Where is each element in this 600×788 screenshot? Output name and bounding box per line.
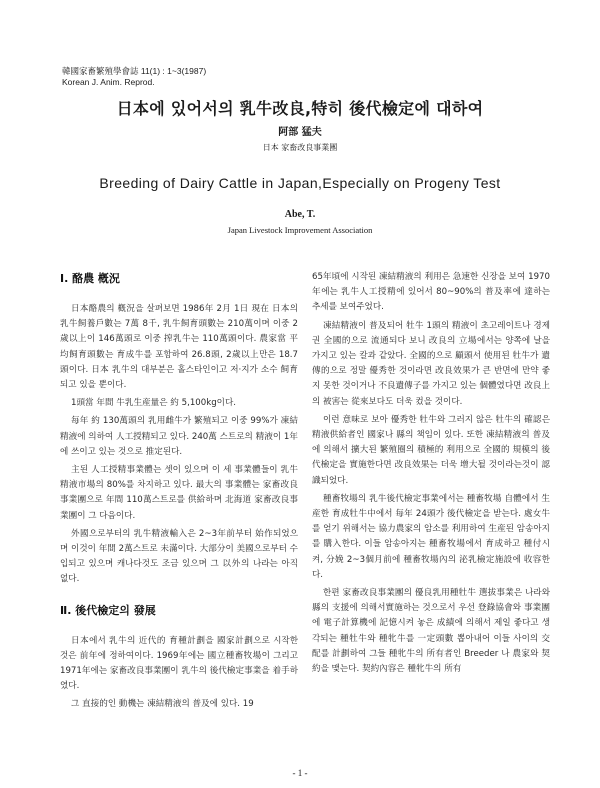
paragraph: 種畜牧場의 乳牛後代檢定事業에서는 種畜牧場 自體에서 生産한 育成牡牛中에서 每年 24頭가 後代檢定을 받는다. 處女牛를 얻기 위해서는 協力農家의 암소를 利用하여 生産된 암송아지를 購入한다. 이들 암송아지는 種畜牧場에서 育成하고 種付시켜, 分娩 2~3個月前에 種畜牧場內의 泌乳檢定施設에 收容한다. xyxy=(312,493,550,580)
paragraph: 日本에서 乳牛의 近代的 育種計劃을 國家計劃으로 시작한 것은 前年에 정하여이다. 1969年에는 國立種畜牧場이 그리고 1971年에는 家畜改良事業團이 乳牛의 後代檢定事業을 着手하였다. xyxy=(60,635,298,692)
paragraph: 그 直接的인 動機는 凍結精液의 普及에 있다. 19 xyxy=(71,699,254,710)
paragraph: 한편 家畜改良事業團의 優良乳用種牡牛 選拔事業은 나라와 縣의 支援에 의해서實施하는 것으로서 우선 登錄協會와 事業團에 電子計算機에 記憶시켜 놓은 成績에 의해서 제일 좋다고 생각되는 種牡牛와 種牝牛를 一定頭數 뽑아내어 이들 사이의 交配를 計劃하여 그들 種牝牛의 所有者인 Breeder 나 農家와 契約을 맺는다. 契約內容은 種牝牛의 所有 xyxy=(312,588,550,675)
paragraph: 1頭當 年間 牛乳生産量은 約 5,100kg이다. xyxy=(71,398,237,409)
left-column xyxy=(60,268,298,716)
journal-line-2: Korean J. Anim. Reprod. xyxy=(62,77,155,87)
right-column xyxy=(312,270,550,680)
page-number: - 1 - xyxy=(292,768,308,778)
journal-citation xyxy=(62,66,206,88)
affiliation-korean: 日本 家畜改良事業團 xyxy=(262,143,338,152)
author-english: Abe, T. xyxy=(284,209,316,220)
paragraph: 이런 意味로 보아 優秀한 牡牛와 그러지 않은 牡牛의 確認은 精液供給者인 國家나 縣의 책임이 있다. 또한 凍結精液의 普及에 의해서 擴大된 繁殖圈의 積極的 利用으로 全國的 規模의 後代檢定을 實施한다면 改良效果는 더욱 增大될 것이라는것이 認識되었다. xyxy=(312,414,550,486)
paragraph: 日本酪農의 槪況을 살펴보면 1986年 2月 1日 現在 日本의 乳牛飼養戶數는 7萬 8千, 乳牛飼育頭數는 210萬이며 이중 2歲以上이 146萬頭로 이중 搾乳牛는 110萬頭이다. 農家當 平均飼育頭數는 育成牛를 포함하여 26.8頭, 2歲以上만은 18.7頭이다. 日本 乳牛의 대부분은 홀스타인이고 저·지가 소수 飼育되고 있을 뿐이다. xyxy=(60,304,298,391)
author-korean: 阿部 猛夫 xyxy=(278,127,322,138)
journal-line-1: 韓國家畜繁殖學會誌 11(1) : 1~3(1987) xyxy=(62,66,207,76)
title-korean: 日本에 있어서의 乳牛改良,特히 後代檢定에 대하여 xyxy=(116,99,484,118)
title-english: Breeding of Dairy Cattle in Japan,Especially on Progeny Test xyxy=(99,175,501,191)
paragraph: 外國으로부터의 乳牛精液輸入은 2~3年前부터 始作되었으며 이것이 年間 2萬스트로 未滿이다. 大部分이 美國으로부터 수입되고 있으며 캐나다것도 조금 있으며 그 以外의 나라는 아직 없다. xyxy=(60,528,298,585)
section-heading-2: Ⅱ. 後代檢定의 發展 xyxy=(60,603,156,617)
paragraph: 65年頃에 시작된 凍結精液의 利用은 急速한 신장을 보여 1970年에는 乳牛人工授精에 있어서 80~90%의 普及率에 達하는 추세를 보여주었다. xyxy=(312,272,550,313)
affiliation-english: Japan Livestock Improvement Association xyxy=(227,225,373,235)
paragraph: 每年 約 130萬頭의 乳用雌牛가 繁殖되고 이중 99%가 凍結精液에 의하여 人工授精되고 있다. 240萬 스트로의 精液이 1年에 쓰이고 있는 것으로 推定된다. xyxy=(60,416,298,457)
paragraph: 凍結精液이 普及되어 牡牛 1頭의 精液이 초고레이트나 경제권 全國的으로 流通되다 보니 改良의 立場에서는 양쪽에 날을 가지고 있는 칼과 같았다. 全國的으로 顧頭서 使用된 牡牛가 遺傳的으로 정말 優秀한 것이라면 改良效果가 큰 반면에 만약 좋지 못한 것이거나 不良遺傳子를 가지고 있는 個體였다면 改良上의 被害는 從來보다도 더욱 컸을 것이다. xyxy=(312,320,550,407)
section-heading-1: Ⅰ. 酪農 槪況 xyxy=(60,272,120,285)
paragraph: 主된 人工授精事業體는 셋이 있으며 이 세 事業體들이 乳牛精液市場의 80%를 차지하고 있다. 最大의 事業體는 家畜改良事業團으로 年間 110萬스트로를 供給하며 北海道 家畜改良事業團이 그 다음이다. xyxy=(60,465,298,521)
